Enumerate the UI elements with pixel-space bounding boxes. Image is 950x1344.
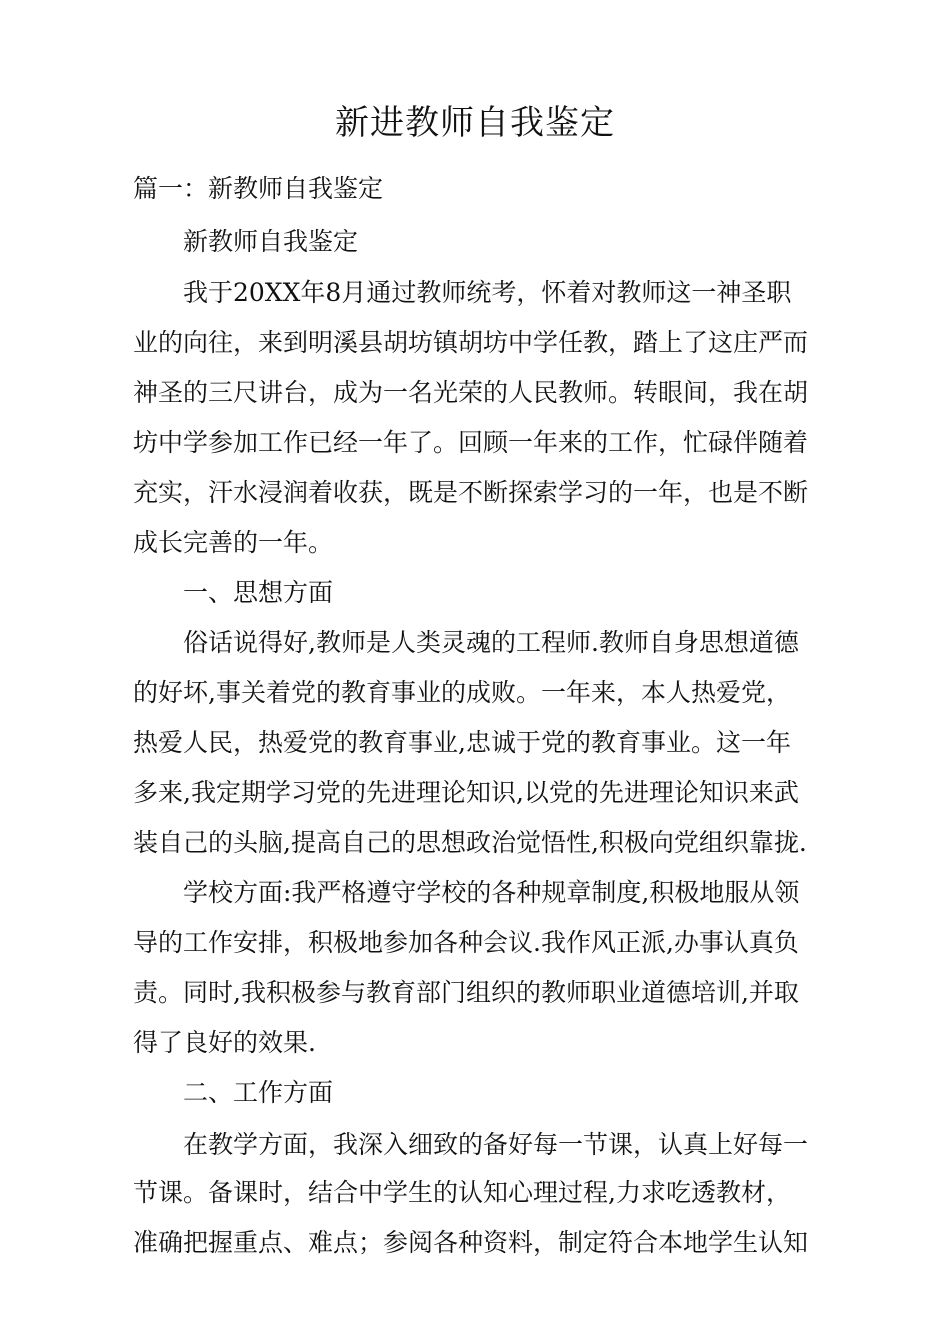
section-heading: 篇一：新教师自我鉴定 <box>133 174 384 203</box>
paragraph-line: 成长完善的一年。 <box>133 528 334 557</box>
subtitle: 新教师自我鉴定 <box>183 227 359 256</box>
paragraph-line: 装自己的头脑,提高自己的思想政治觉悟性,积极向党组织靠拢. <box>133 828 807 857</box>
paragraph-line: 在教学方面，我深入细致的备好每一节课，认真上好每一 <box>183 1130 809 1159</box>
paragraph-line: 导的工作安排，积极地参加各种会议.我作风正派,办事认真负 <box>133 928 799 957</box>
paragraph-line: 神圣的三尺讲台，成为一名光荣的人民教师。转眼间，我在胡 <box>133 378 809 407</box>
paragraph-line: 学校方面:我严格遵守学校的各种规章制度,积极地服从领 <box>183 878 800 907</box>
paragraph-line: 俗话说得好,教师是人类灵魂的工程师.教师自身思想道德 <box>183 628 799 657</box>
paragraph-line: 的好坏,事关着党的教育事业的成败。一年来，本人热爱党， <box>133 678 791 707</box>
paragraph-line: 多来,我定期学习党的先进理论知识,以党的先进理论知识来武 <box>133 778 799 807</box>
paragraph-line: 业的向往，来到明溪县胡坊镇胡坊中学任教，踏上了这庄严而 <box>133 328 809 357</box>
paragraph-line: 得了良好的效果. <box>133 1028 316 1057</box>
paragraph-line: 充实，汗水浸润着收获，既是不断探索学习的一年，也是不断 <box>133 478 809 507</box>
paragraph-line: 热爱人民，热爱党的教育事业,忠诚于党的教育事业。这一年 <box>133 728 791 757</box>
paragraph-line: 我于20XX年8月通过教师统考，怀着对教师这一神圣职 <box>183 278 792 307</box>
paragraph-line: 责。同时,我积极参与教育部门组织的教师职业道德培训,并取 <box>133 978 799 1007</box>
paragraph-line: 准确把握重点、难点；参阅各种资料，制定符合本地学生认知 <box>133 1228 809 1257</box>
document-title: 新进教师自我鉴定 <box>335 103 615 143</box>
section-heading: 一、思想方面 <box>183 578 334 607</box>
section-heading: 二、工作方面 <box>183 1078 334 1107</box>
paragraph-line: 坊中学参加工作已经一年了。回顾一年来的工作，忙碌伴随着 <box>133 428 809 457</box>
paragraph-line: 节课。备课时，结合中学生的认知心理过程,力求吃透教材， <box>133 1178 791 1207</box>
